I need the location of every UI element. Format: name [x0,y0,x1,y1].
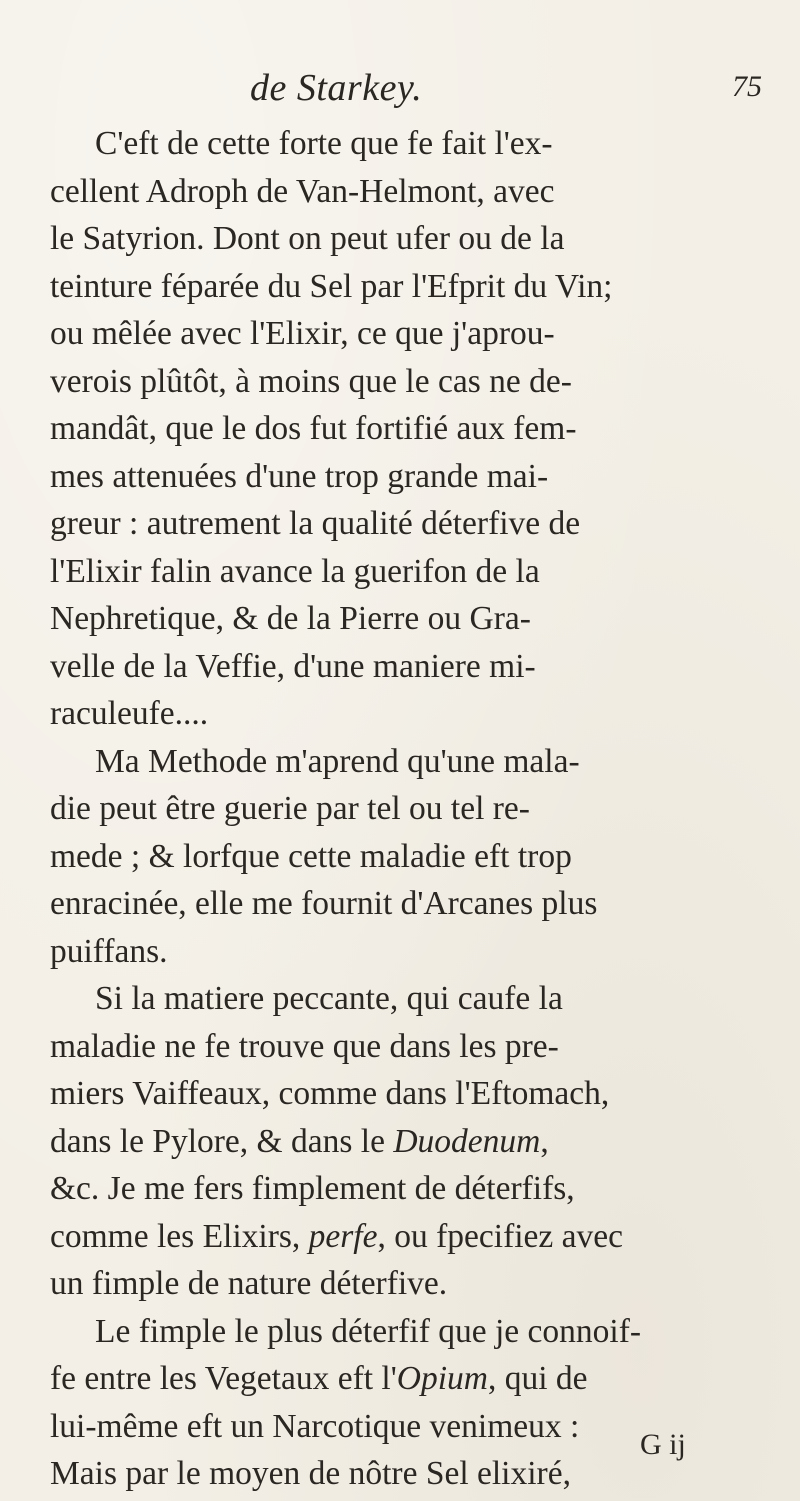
text-line: le Satyrion. Dont on peut ufer ou de la [50,220,565,257]
italic-term-opium: Opium [396,1360,488,1397]
text-line: greur : autrement la qualité déterfive de [50,505,581,542]
text-line: enracinée, elle me fournit d'Arcanes plus [50,885,598,922]
text-line: velle de la Veffie, d'une maniere mi- [50,647,536,685]
text-line: Si la matiere peccante, qui caufe la [95,980,563,1017]
text-line: un fimple de nature déterfive. [50,1265,448,1302]
text-line [50,1118,768,1166]
text-line: raculeufe.... [50,695,209,732]
body-text [50,120,768,1498]
text-line: cellent Adroph de Van-Helmont, avec [50,172,555,210]
text-line: Le fimple le plus déterfif que je connoif- [95,1312,642,1350]
text-fragment: fe entre les Vegetaux eft l' [50,1360,397,1397]
text-line: mandât, que le dos fut fortifié aux fem- [50,410,577,447]
text-fragment: , qui de [487,1360,588,1397]
text-line: teinture féparée du Sel par l'Efprit du Vin; [50,267,613,305]
text-line [50,1213,768,1261]
text-line [50,1355,768,1403]
text-line: l'Elixir falin avance la guerifon de la [50,552,540,590]
text-line: ou mêlée avec l'Elixir, ce que j'aprou- [50,315,555,352]
text-line: mes attenuées d'une trop grande mai- [50,457,549,495]
page-number: 75 [732,70,762,103]
text-line: miers Vaiffeaux, comme dans l'Eftomach, [50,1075,610,1112]
text-line: C'eft de cette forte que fe fait l'ex- [95,125,553,162]
text-line: mede ; & lorfque cette maladie eft trop [50,837,572,875]
text-line: Ma Methode m'aprend qu'une mala- [95,742,580,780]
signature-mark: G ij [640,1428,686,1461]
italic-term-perfe: perfe [308,1217,378,1255]
text-fragment: , [540,1122,549,1160]
text-line: Nephretique, & de la Pierre ou Gra- [50,600,531,637]
text-line: verois plûtôt, à moins que le cas ne de- [50,362,572,400]
italic-term-duodenum: Duodenum [393,1122,541,1160]
text-fragment: dans le Pylore, & dans le [50,1122,394,1160]
text-fragment: , ou fpecifiez avec [377,1217,624,1255]
text-line: &c. Je me fers fimplement de déterfifs, [50,1170,575,1207]
text-line: lui-même eft un Narcotique venimeux : [50,1407,580,1445]
text-line: Mais par le moyen de nôtre Sel elixiré, [50,1455,571,1492]
text-fragment: comme les Elixirs, [50,1217,309,1255]
text-line: maladie ne fe trouve que dans les pre- [50,1027,559,1065]
running-head: de Starkey. [250,67,423,109]
text-line: die peut être guerie par tel ou tel re- [50,790,530,827]
text-line: puiffans. [50,932,168,970]
